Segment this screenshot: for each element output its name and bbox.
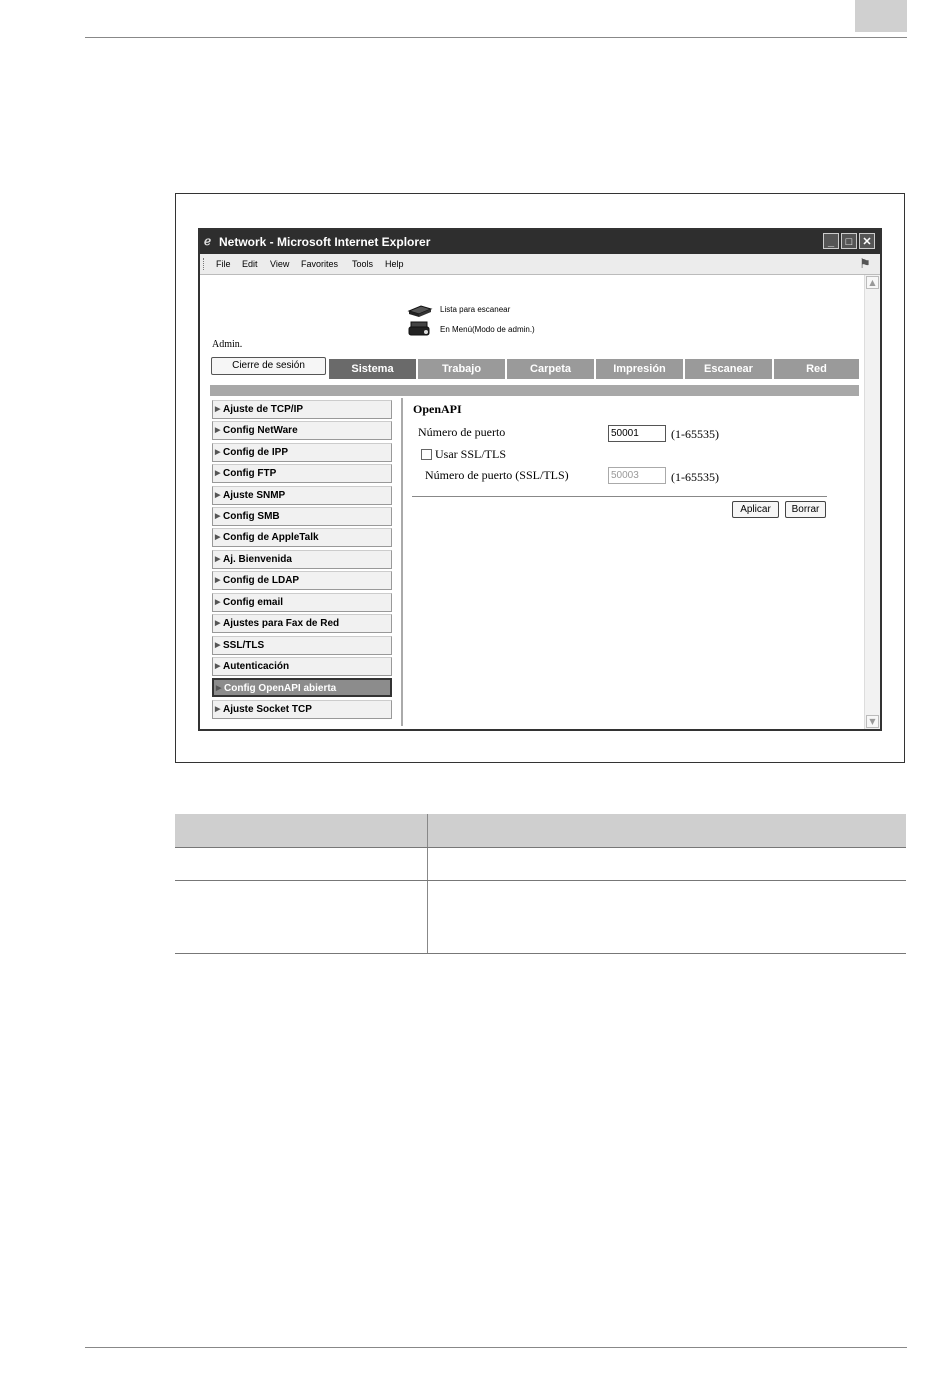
port-input[interactable]: 50001 bbox=[608, 425, 666, 442]
tab-impresion[interactable]: Impresión bbox=[596, 359, 683, 379]
sidebar-item-label: Config SMB bbox=[223, 511, 280, 522]
arrow-right-icon: ▶ bbox=[215, 492, 221, 499]
toolbar-grip bbox=[203, 258, 206, 270]
table-rule bbox=[175, 847, 906, 848]
browser-window bbox=[198, 228, 882, 731]
sidebar-item-label: Ajuste Socket TCP bbox=[223, 704, 312, 715]
sidebar-item-label: Config de LDAP bbox=[223, 575, 300, 586]
scanner-icon bbox=[407, 302, 433, 319]
table-rule bbox=[175, 953, 906, 954]
windows-flag-icon: ⚑ bbox=[859, 256, 871, 271]
ssl-port-input[interactable]: 50003 bbox=[608, 467, 666, 484]
arrow-right-icon: ▶ bbox=[215, 577, 221, 584]
page-tab-marker bbox=[855, 0, 907, 32]
user-label: Admin. bbox=[212, 339, 243, 350]
sidebar-item-label: Autenticación bbox=[223, 661, 290, 672]
arrow-right-icon: ▶ bbox=[215, 470, 221, 477]
tab-carpeta[interactable]: Carpeta bbox=[507, 359, 594, 379]
scroll-down-icon[interactable]: ▼ bbox=[866, 715, 879, 728]
sidebar-item-label: Config NetWare bbox=[223, 425, 298, 436]
sidebar-item[interactable] bbox=[212, 657, 392, 676]
menu-favorites[interactable]: Favorites bbox=[301, 259, 339, 269]
arrow-right-icon: ▶ bbox=[215, 556, 221, 563]
page-viewport bbox=[200, 275, 880, 729]
menu-help[interactable]: Help bbox=[385, 259, 404, 269]
minimize-button[interactable]: _ bbox=[823, 233, 839, 249]
title-bar bbox=[200, 230, 880, 254]
ssl-checkbox-label: Usar SSL/TLS bbox=[435, 447, 507, 461]
sidebar-item[interactable] bbox=[212, 464, 392, 483]
sidebar-item[interactable] bbox=[212, 400, 392, 419]
tab-sistema[interactable]: Sistema bbox=[329, 359, 416, 379]
sidebar-item[interactable] bbox=[212, 571, 392, 590]
table-rule bbox=[175, 880, 906, 881]
ssl-checkbox[interactable] bbox=[421, 449, 432, 460]
arrow-right-icon: ▶ bbox=[215, 406, 221, 413]
sidebar-item-label: Ajustes para Fax de Red bbox=[223, 618, 340, 629]
clear-button[interactable]: Borrar bbox=[785, 501, 826, 518]
arrow-right-icon: ▶ bbox=[215, 706, 221, 713]
port-range-hint: (1-65535) bbox=[671, 427, 719, 441]
sidebar-item[interactable] bbox=[212, 614, 392, 633]
sidebar-item-label: Config email bbox=[223, 597, 284, 608]
sidebar-item[interactable] bbox=[212, 678, 392, 697]
close-button[interactable]: ✕ bbox=[859, 233, 875, 249]
footer-rule bbox=[85, 1347, 907, 1348]
printer-admin-icon bbox=[407, 320, 433, 337]
sidebar-item[interactable] bbox=[212, 486, 392, 505]
sidebar-item-label: Config FTP bbox=[223, 468, 277, 479]
sidebar-item-label: Ajuste de TCP/IP bbox=[223, 404, 304, 415]
sidebar-item[interactable] bbox=[212, 507, 392, 526]
sidebar-item-label: Config de AppleTalk bbox=[223, 532, 319, 543]
sidebar-item[interactable] bbox=[212, 550, 392, 569]
maximize-button[interactable]: □ bbox=[841, 233, 857, 249]
section-title: OpenAPI bbox=[413, 402, 462, 416]
arrow-right-icon: ▶ bbox=[215, 534, 221, 541]
apply-button[interactable]: Aplicar bbox=[732, 501, 779, 518]
arrow-right-icon: ▶ bbox=[216, 685, 222, 692]
menu-file[interactable]: File bbox=[216, 259, 231, 269]
tab-escanear[interactable]: Escanear bbox=[685, 359, 772, 379]
sidebar-item[interactable] bbox=[212, 700, 392, 719]
logout-button[interactable]: Cierre de sesión bbox=[211, 357, 326, 375]
table-header-row bbox=[175, 814, 906, 847]
sidebar-item-label: SSL/TLS bbox=[223, 640, 265, 651]
sidebar-item[interactable] bbox=[212, 636, 392, 655]
vertical-scrollbar[interactable] bbox=[864, 275, 880, 729]
menu-bar bbox=[200, 254, 880, 275]
sidebar-item-label: Config OpenAPI abierta bbox=[224, 683, 337, 694]
tab-red[interactable]: Red bbox=[774, 359, 859, 379]
menu-view[interactable]: View bbox=[270, 259, 290, 269]
arrow-right-icon: ▶ bbox=[215, 449, 221, 456]
sidebar-item-label: Aj. Bienvenida bbox=[223, 554, 292, 565]
sidebar-item[interactable] bbox=[212, 443, 392, 462]
tab-trabajo[interactable]: Trabajo bbox=[418, 359, 505, 379]
arrow-right-icon: ▶ bbox=[215, 663, 221, 670]
menu-edit[interactable]: Edit bbox=[242, 259, 258, 269]
scan-status-text: Lista para escanear bbox=[440, 305, 511, 314]
sidebar-item[interactable] bbox=[212, 528, 392, 547]
arrow-right-icon: ▶ bbox=[215, 642, 221, 649]
ssl-port-range-hint: (1-65535) bbox=[671, 470, 719, 484]
sidebar-item-label: Config de IPP bbox=[223, 447, 288, 458]
mode-status-text: En Menú(Modo de admin.) bbox=[440, 325, 535, 334]
scroll-up-icon[interactable]: ▲ bbox=[866, 276, 879, 289]
arrow-right-icon: ▶ bbox=[215, 599, 221, 606]
ie-logo-icon: ℯ bbox=[204, 234, 212, 248]
sidebar-item[interactable] bbox=[212, 593, 392, 612]
arrow-right-icon: ▶ bbox=[215, 620, 221, 627]
sidebar-divider bbox=[401, 398, 403, 726]
port-label: Número de puerto bbox=[418, 425, 506, 439]
table-column-divider bbox=[427, 814, 428, 954]
sidebar-item[interactable] bbox=[212, 421, 392, 440]
arrow-right-icon: ▶ bbox=[215, 513, 221, 520]
menu-tools[interactable]: Tools bbox=[352, 259, 374, 269]
window-title: Network - Microsoft Internet Explorer bbox=[219, 235, 431, 249]
ssl-port-label: Número de puerto (SSL/TLS) bbox=[425, 468, 569, 482]
arrow-right-icon: ▶ bbox=[215, 427, 221, 434]
section-band bbox=[210, 385, 859, 396]
content-divider bbox=[412, 496, 827, 497]
sidebar-item-label: Ajuste SNMP bbox=[223, 490, 286, 501]
header-rule bbox=[85, 37, 907, 38]
